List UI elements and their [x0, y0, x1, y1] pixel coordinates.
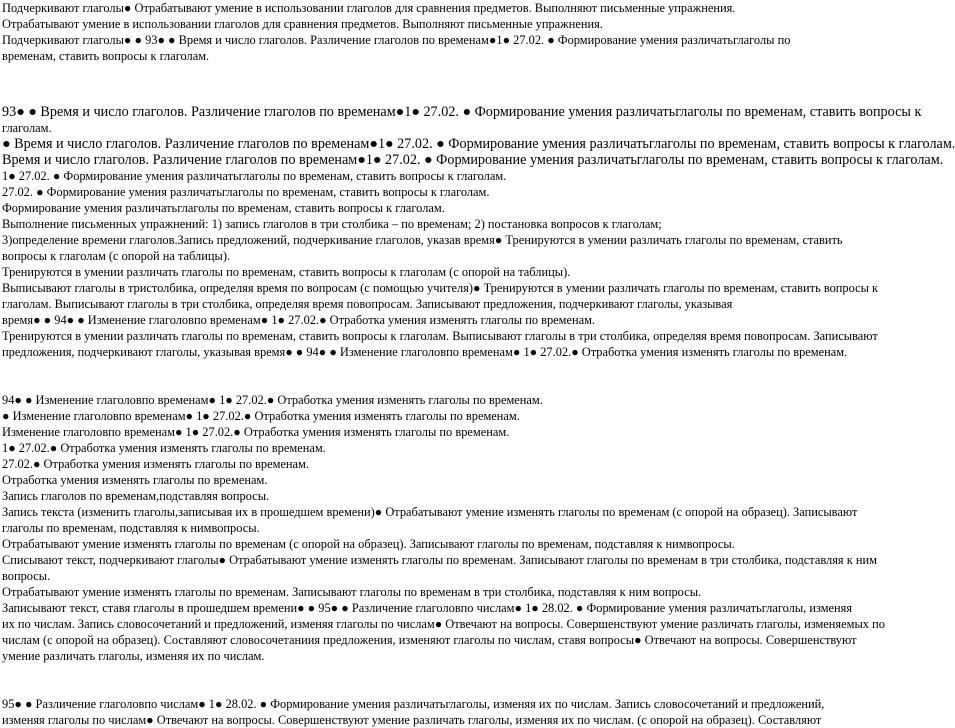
text-line: Выполнение письменных упражнений: 1) запись глаголов в три столбика – по временам; 2) постановка вопросов к глаголам;	[2, 217, 662, 231]
text-line: 1● 27.02. ● Формирование умения различатьглаголы по временам, ставить вопросы к глаголам.	[2, 169, 507, 183]
text-line: глаголы по временам, подставляя к нимвопросы.	[2, 521, 260, 535]
text-line: вопросы к глаголам (с опорой на таблицы).	[2, 249, 231, 263]
text-line: Запись текста (изменить глаголы,записывая их в прошедшем времени)● Отрабатывают умение изменять глаголы по временам (с опорой на образец). Записывают	[2, 505, 858, 519]
text-line: Изменение глаголовпо временам● 1● 27.02.● Отработка умения изменять глаголы по временам.	[2, 425, 510, 439]
text-line: Отрабатывают умение изменять глаголы по временам. Записывают глаголы по временам в три столбика, подставляя к ним вопросы.	[2, 585, 702, 599]
text-line: числам (с опорой на образец). Составляют словосочетаниия предложения, изменяют глаголы по числам, ставя вопросы● Отвечают на вопросы. Совершенствуют	[2, 633, 857, 647]
text-line: Время и число глаголов. Различение глаголов по временам●1● 27.02. ● Формирование умения различатьглаголы по временам, ставить вопросы к глаголам.	[2, 152, 944, 168]
text-line: Тренируются в умении различать глаголы по временам, ставить вопросы к глаголам (с опорой на таблицы).	[2, 265, 571, 279]
blank-space	[2, 360, 812, 376]
text-line: 94● ● Изменение глаголовпо временам● 1● 27.02.● Отработка умения изменять глаголы по временам.	[2, 393, 543, 407]
blank-space	[2, 664, 812, 680]
text-line: 3)определение времени глаголов.Запись предложений, подчеркивание глаголов, указав время● Тренируются в умении различать глаголы по временам, ставить	[2, 233, 843, 247]
text-line: изменяя глаголы по числам● Отвечают на вопросы. Совершенствуют умение различать глаголы, изменяя их по числам. (с опорой на образец). Составляют	[2, 713, 822, 727]
text-line: Отрабатывают умение изменять глаголы по временам (с опорой на образец). Записывают глаголы по временам, подставляя к нимвопросы.	[2, 537, 735, 551]
text-line: Подчеркивают глаголы● Отрабатывают умение в использовании глаголов для сравнения предметов. Выполняют письменные упражнения.	[2, 1, 736, 15]
text-line: их по числам. Запись словосочетаний и предложений, изменяя глаголы по числам● Отвечают на вопросы. Совершенствуют умение различать глаголы, изменяемых по	[2, 617, 885, 631]
text-line: 95● ● Различение глаголовпо числам● 1● 28.02. ● Формирование умения различатьглаголы, изменяя их по числам. Запись словосочетаний и предложений,	[2, 697, 825, 711]
text-line: Подчеркивают глаголы● ● 93● ● Время и число глаголов. Различение глаголов по временам●1● 27.02. ● Формирование умения различатьглаголы по	[2, 33, 791, 47]
text-line: Выписывают глаголы в тристолбика, определяя время по вопросам (с помощью учителя)● Тренируются в умении различать глаголы по временам, ставить вопросы к	[2, 281, 879, 295]
text-line: Записывают текст, ставя глаголы в прошедшем времени● ● 95● ● Различение глаголовпо числам● 1● 28.02. ● Формирование умения различатьглаголы, изменяя	[2, 601, 853, 615]
text-line: 27.02.● Отработка умения изменять глаголы по временам.	[2, 457, 309, 471]
blank-space	[2, 64, 812, 80]
text-line: 27.02. ● Формирование умения различатьглаголы по временам, ставить вопросы к глаголам.	[2, 185, 490, 199]
blank-space	[2, 80, 812, 104]
text-line: предложения, подчеркивают глаголы, указывая время● ● 94● ● Изменение глаголовпо временам● 1● 27.02.● Отработка умения изменять глаголы по временам.	[2, 345, 848, 359]
text-line: ● Время и число глаголов. Различение глаголов по временам●1● 27.02. ● Формирование умения различатьглаголы по временам, ставить вопросы к глаголам.	[2, 136, 955, 152]
text-line: вопросы.	[2, 569, 51, 583]
blank-space	[2, 376, 812, 392]
text-line: 93● ● Время и число глаголов. Различение глаголов по временам●1● 27.02. ● Формирование умения различатьглаголы по временам, ставить вопросы к	[2, 104, 922, 120]
text-line: Отрабатывают умение в использовании глаголов для сравнения предметов. Выполняют письменные упражнения.	[2, 17, 603, 31]
text-line: время● ● 94● ● Изменение глаголовпо временам● 1● 27.02.● Отработка умения изменять глаголы по временам.	[2, 313, 596, 327]
document-body	[2, 0, 955, 728]
text-line: ● Изменение глаголовпо временам● 1● 27.02.● Отработка умения изменять глаголы по временам.	[2, 409, 520, 423]
blank-space	[2, 680, 812, 696]
text-line: Формирование умения различатьглаголы по временам, ставить вопросы к глаголам.	[2, 201, 445, 215]
text-line: 1● 27.02.● Отработка умения изменять глаголы по временам.	[2, 441, 326, 455]
text-line: временам, ставить вопросы к глаголам.	[2, 49, 210, 63]
text-line: Тренируются в умении различать глаголы по временам, ставить вопросы к глаголам. Выписывают глаголы в три столбика, определяя время повопросам. Записывают	[2, 329, 878, 343]
text-line: Списывают текст, подчеркивают глаголы● Отрабатывают умение изменять глаголы по временам. Записывают глаголы по временам в три столбика, подставляя к ним	[2, 553, 877, 567]
text-line: Отработка умения изменять глаголы по временам.	[2, 473, 268, 487]
text-line: умение различать глаголы, изменяя их по числам.	[2, 649, 265, 663]
text-line: глаголам.	[2, 121, 52, 135]
text-line: Запись глаголов по временам,подставляя вопросы.	[2, 489, 270, 503]
text-line: глаголам. Выписывают глаголы в три столбика, определяя время повопросам. Записывают предложения, подчеркивают глаголы, указывая	[2, 297, 733, 311]
